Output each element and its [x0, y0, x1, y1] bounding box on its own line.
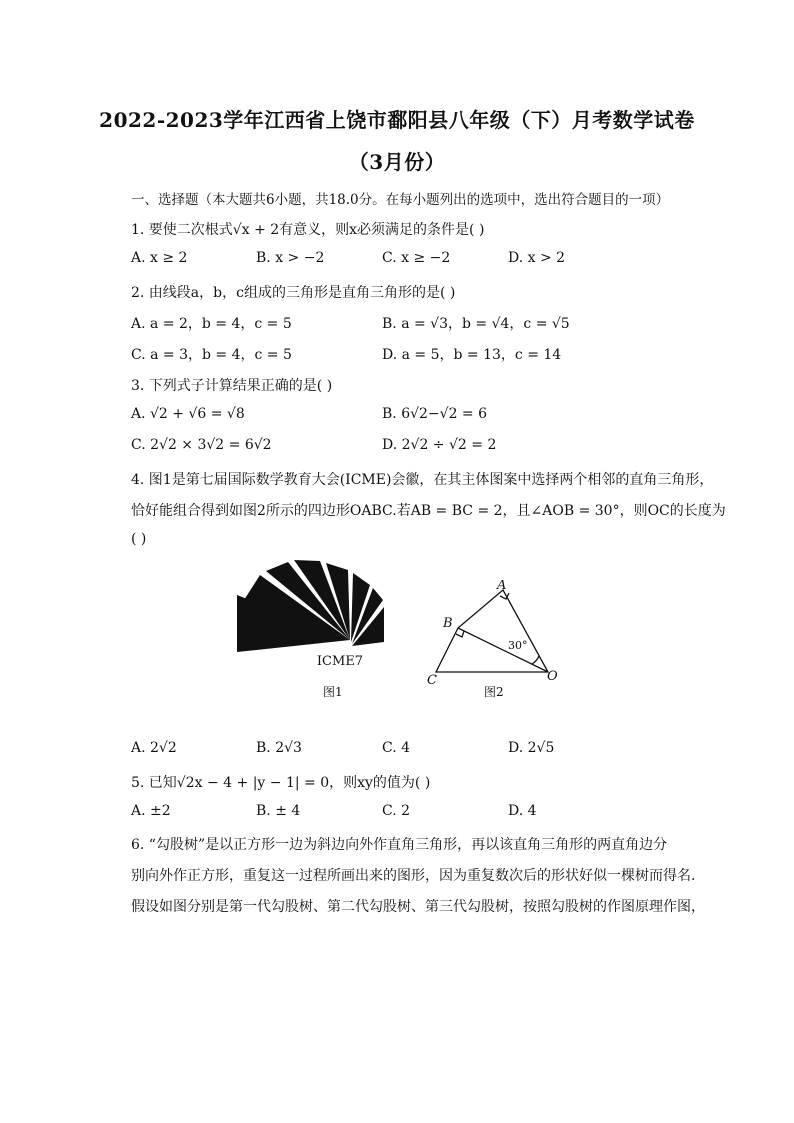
figure-1-caption: 图1: [323, 685, 343, 699]
question-4-stem-line-2: 恰好能组合得到如图2所示的四边形OABC.若AB = BC = 2，且∠AOB = 30°，则OC的长度为: [131, 503, 726, 519]
question-6-line-3: 假设如图分别是第一代勾股树、第二代勾股树、第三代勾股树，按照勾股树的作图原理作图，: [131, 899, 705, 915]
question-6-line-2: 别向外作正方形，重复这一过程所画出来的图形，因为重复数次后的形状好似一棵树而得名.: [131, 868, 696, 884]
question-3-option-c: C. 2√2 × 3√2 = 6√2: [131, 437, 272, 453]
question-4-option-b: B. 2√3: [256, 740, 302, 756]
figure-1-icme7-logo: [230, 555, 390, 715]
angle-arc-o: [532, 656, 539, 664]
point-a-label: A: [497, 580, 507, 593]
question-3-stem: 3. 下列式子计算结果正确的是( ): [131, 378, 333, 394]
logo-text: ICME7: [316, 654, 364, 669]
question-6-line-1: 6. “勾股树”是以正方形一边为斜边向外作直角三角形，再以该直角三角形的两直角边分: [131, 837, 668, 853]
question-2-option-c: C. a = 3，b = 4，c = 5: [131, 347, 292, 363]
question-5-option-d: D. 4: [508, 803, 537, 819]
question-1-option-d: D. x > 2: [508, 250, 566, 266]
question-3-option-d: D. 2√2 ÷ √2 = 2: [382, 437, 497, 453]
question-5-option-c: C. 2: [382, 803, 411, 819]
quadrilateral-outline: [436, 590, 548, 672]
question-4-stem-line-3: ( ): [131, 531, 147, 547]
point-c-label: C: [427, 673, 437, 685]
question-1-option-a: A. x ≥ 2: [131, 250, 188, 266]
question-1-option-b: B. x > −2: [256, 250, 325, 266]
question-3-option-b: B. 6√2−√2 = 6: [382, 406, 488, 422]
question-4-option-a: A. 2√2: [131, 740, 177, 756]
question-2-stem: 2. 由线段a，b，c组成的三角形是直角三角形的是( ): [131, 285, 456, 301]
title-line-2: （3月份）: [348, 150, 446, 174]
point-o-label: O: [547, 669, 558, 684]
question-5-option-b: B. ± 4: [256, 803, 301, 819]
angle-30-label: 30°: [508, 639, 528, 652]
question-3-option-a: A. √2 + √6 = √8: [131, 406, 245, 422]
question-4-option-c: C. 4: [382, 740, 411, 756]
question-2-option-a: A. a = 2，b = 4，c = 5: [131, 316, 292, 332]
question-5-stem: 5. 已知√2x − 4 + |y − 1| = 0，则xy的值为( ): [131, 775, 431, 791]
section-heading: 一、选择题（本大题共6小题，共18.0分。在每小题列出的选项中，选出符合题目的一项）: [131, 192, 670, 208]
right-angle-mark-b: [456, 631, 464, 637]
question-1-stem: 1. 要使二次根式√x + 2有意义，则x必须满足的条件是( ): [131, 222, 485, 238]
point-b-label: B: [443, 616, 453, 631]
question-4-option-d: D. 2√5: [508, 740, 555, 756]
question-1-option-c: C. x ≥ −2: [382, 250, 451, 266]
figure-2-caption: 图2: [484, 685, 504, 699]
question-2-option-d: D. a = 5，b = 13，c = 14: [382, 347, 562, 363]
question-2-option-b: B. a = √3，b = √4，c = √5: [382, 316, 570, 332]
title-line-1: 2022-2023学年江西省上饶市鄱阳县八年级（下）月考数学试卷: [99, 108, 695, 132]
figure-2-quadrilateral-oabc: [420, 580, 570, 685]
question-5-option-a: A. ±2: [131, 803, 171, 819]
question-4-stem-line-1: 4. 图1是第七届国际数学教育大会(ICME)会徽，在其主体图案中选择两个相邻的直角三角形，: [131, 472, 714, 488]
diagonal-ob: [458, 628, 548, 672]
